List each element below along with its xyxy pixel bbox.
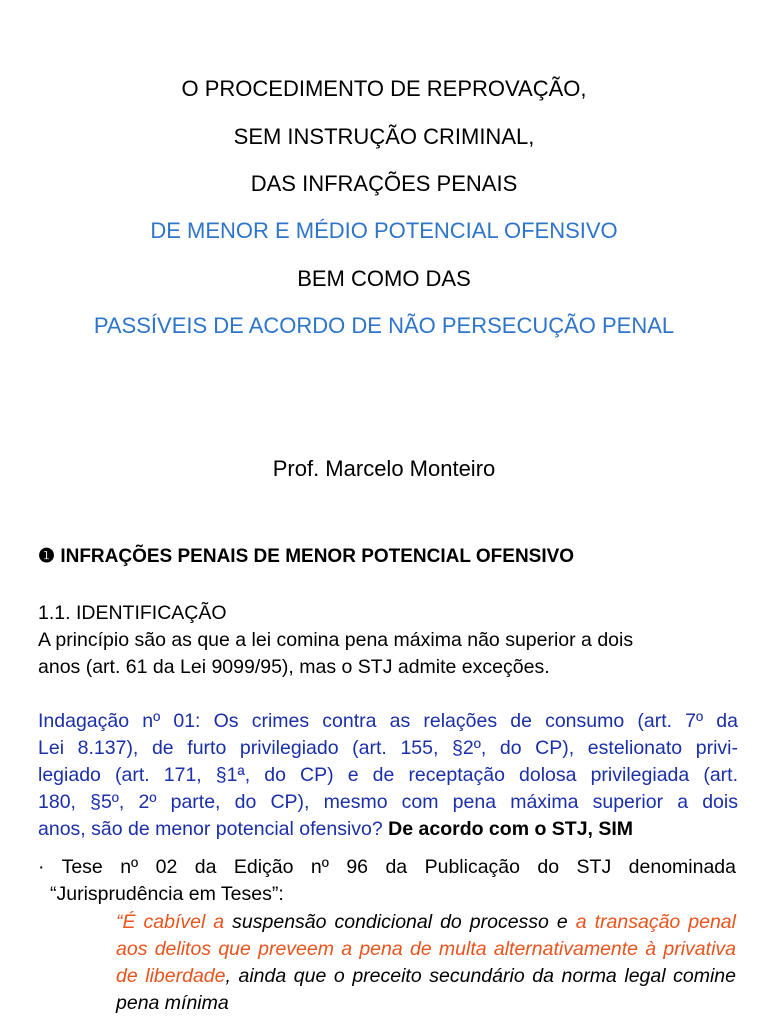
tese-line-1-text: Tese nº 02 da Edição nº 96 da Publicação do STJ denominada xyxy=(44,856,736,878)
question-line-2: Lei 8.137), de furto privilegiado (art. 155, §2º, do CP), estelionato privi- xyxy=(38,737,738,759)
author-name: Prof. Marcelo Monteiro xyxy=(272,456,496,481)
section-bullet-icon: ❶ xyxy=(38,546,56,567)
title-line-5: BEM COMO DAS xyxy=(297,266,471,291)
tese-line-1 xyxy=(38,854,736,881)
sub-heading: 1.1. IDENTIFICAÇÃO xyxy=(38,602,227,624)
identification-block xyxy=(38,600,738,681)
tese-block xyxy=(38,854,736,908)
tese-bullet-icon: · xyxy=(38,856,45,878)
question-line-3: legiado (art. 171, §1ª, do CP) e de receptação dolosa privilegiada (art. xyxy=(38,764,738,786)
paragraph-line-1: A princípio são as que a lei comina pena máxima não superior a dois xyxy=(38,629,634,651)
section-heading xyxy=(38,545,574,569)
quote-part-3: a transação penal aos delitos que preveem a pena de multa alternativamente à privativa de liberdade xyxy=(116,911,736,987)
question-line-5-text: anos, são de menor potencial ofensivo? xyxy=(38,818,389,840)
question-line-5 xyxy=(38,816,738,843)
title-line-3: DAS INFRAÇÕES PENAIS xyxy=(250,171,518,196)
tese-line-2: “Jurisprudência em Teses”: xyxy=(50,883,284,905)
quote-part-1: É cabível a xyxy=(122,911,225,933)
quote-block xyxy=(116,909,736,1017)
title-line-1: O PROCEDIMENTO DE REPROVAÇÃO, xyxy=(181,76,587,101)
question-answer: De acordo com o STJ, SIM xyxy=(388,818,634,840)
section-heading-text: INFRAÇÕES PENAIS DE MENOR POTENCIAL OFENSIVO xyxy=(60,546,575,567)
paragraph-line-2: anos (art. 61 da Lei 9099/95), mas o STJ admite exceções. xyxy=(38,656,550,678)
quote-part-2: suspensão condicional do processo e xyxy=(224,911,576,933)
question-line-4: 180, §5º, 2º parte, do CP), mesmo com pena máxima superior a dois xyxy=(38,791,738,813)
quote-open: “ xyxy=(116,911,123,933)
title-line-2: SEM INSTRUÇÃO CRIMINAL, xyxy=(233,124,535,149)
title-line-6: PASSÍVEIS DE ACORDO DE NÃO PERSECUÇÃO PENAL xyxy=(93,313,675,338)
quote-part-4: , ainda que o preceito secundário da norma legal comine pena mínima xyxy=(116,965,736,1014)
question-block xyxy=(38,708,738,843)
question-line-1: Indagação nº 01: Os crimes contra as relações de consumo (art. 7º da xyxy=(38,710,738,732)
title-line-4: DE MENOR E MÉDIO POTENCIAL OFENSIVO xyxy=(150,218,618,243)
